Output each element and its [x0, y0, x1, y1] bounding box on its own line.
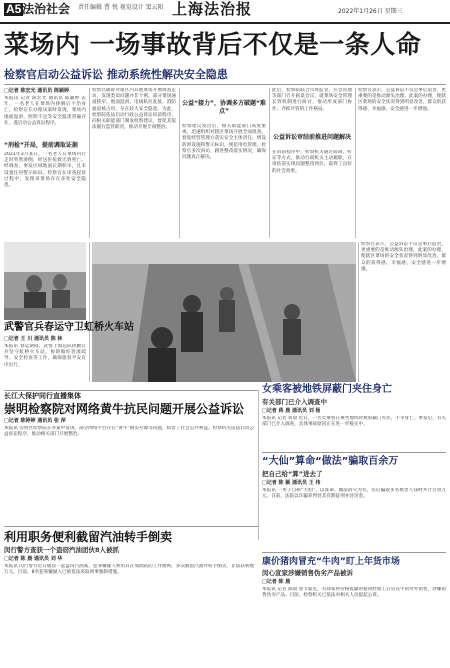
lead-col5: 检察官表示，公益诉讼不仅是事后追责，更重要的是推动源头治理。此案的办理，使辖区菜场的安全状况得到明显改善，群众的获得感、幸福感、安全感进一步增强。 [358, 88, 446, 112]
col-divider [258, 390, 259, 540]
lead-col3-subtitle: 公益“接力”，协调多方破题“难点” [182, 100, 266, 115]
col-divider [179, 88, 180, 238]
col-divider [89, 242, 90, 382]
page-number: A5 [6, 2, 22, 16]
subway-escalator-photo [92, 242, 356, 382]
lead-col4: 此后，检察院联合市场监管、应急管理等部门召开圆桌会议，就菜场安全管理长效机制进行研讨，推动形成部门协作、齐抓共管的工作格局。 [272, 88, 352, 112]
col-divider [355, 88, 356, 238]
armed-police-illustration [4, 242, 86, 320]
lower-left-body: 本报讯 崇明区检察院在办案中发现，部分网络平台存在“黄牛”倒卖号源等问题，损害了社会公共利益。检察机关依法启动公益诉讼程序，推动相关部门开展整治。 [4, 426, 254, 438]
lower-left-kicker: 长江大保护同行直播集体 [4, 392, 81, 400]
bottom-left-byline: □记者 陈 晨 通讯员 刘 华 [4, 556, 63, 562]
col-divider [269, 88, 270, 238]
bottom-right-kicker: 闵心宣家涉嫌销售伪劣产品被诉 [262, 569, 353, 577]
middle-story-kicker: 有关部门已介入调查中 [262, 398, 327, 406]
left-story-headline: 武警官兵春运守卫虹桥火车站 [4, 322, 134, 333]
lower-left-headline: 崇明检察院对网络黄牛抗民问题开展公益诉讼 [4, 402, 245, 416]
lead-col3: 检察建议发出后，相关职能部门高度重视，迅速组织对辖区菜场开展全面排查，督促经营管理方落实安全主体责任，增设防滑设施和警示标识，规范用电管理。检察官多次回访，跟进整改落实情况，确保问题真正解决。 [182, 124, 266, 161]
lower-left-byline: □记者 陈婷婷 通讯员 张 萍 [4, 418, 66, 424]
lead-col4b: 在诉前程序中，检察机关通过磋商、听证等方式，推动行政机关主动履职，在审结前实现问题整改到位，取得了良好的社会效果。 [272, 150, 352, 174]
divider [262, 452, 446, 453]
bottom-left-body: 本报讯 闵行警方近日破获一起盗窃汽油案，犯罪嫌疑人利用其在加油站的工作便利，多次截留汽油并转手倒卖，非法获利数万元。目前，8名犯罪嫌疑人已被依法采取刑事强制措施。 [4, 564, 254, 576]
lead-col1-subtitle: “刑检”开局，提前调取证据 [4, 142, 78, 149]
subway-illustration [92, 242, 356, 382]
lead-headline: 菜场内 一场事故背后不仅是一条人命 [4, 30, 422, 59]
bottom-right-body: 本报讯 记者 陈晨 春节临近，有商家将价格低廉的猪肉经加工后冒充牛肉对外销售，涉嫌销售伪劣产品。目前，检察机关已依法对相关人员提起公诉。 [262, 587, 446, 599]
masthead [0, 0, 450, 24]
lead-subhead: 检察官启动公益诉讼 推动系统性解决安全隐患 [4, 68, 228, 81]
bottom-left-kicker: 闵行警方查获一个盗窃汽油团伙8人被抓 [4, 546, 120, 554]
col-divider [358, 242, 359, 382]
divider [4, 526, 258, 527]
divider [4, 390, 258, 391]
scam-story-headline: “大仙”算命“做法”骗取百余万 [262, 456, 399, 467]
bottom-right-byline: □记者 陈 晨 [262, 579, 291, 585]
paper-name: 上海法治报 [172, 0, 253, 18]
lead-byline: □记者 陈宏光 通讯员 陈颖婷 [4, 88, 69, 94]
left-story-byline: □记者 王 川 通讯员 陈 林 [4, 336, 63, 342]
issue-date: 2022年1月26日 星期三 [338, 8, 403, 15]
section-editor: 责任编辑 曹 悦 视觉设计 窦云阳 [78, 4, 164, 11]
middle-story-headline: 女乘客被地铁屏蔽门夹住身亡 [262, 384, 392, 395]
section-title: 法治社会 [22, 2, 71, 16]
left-story-body: 本报讯 春运期间，武警上海总队执勤官兵坚守虹桥火车站，协助做好客流疏导、安全检查等工作，确保旅客平安有序出行。 [4, 344, 86, 368]
divider [4, 84, 446, 85]
bottom-left-headline: 利用职务便利截留汽油转手倒卖 [4, 530, 173, 544]
divider [262, 552, 446, 553]
lead-col1b: 2021年3月某日，一名老人在菜场内行走时突然滑倒，经送医抢救无效死亡。经调查，事发区域地面长期积水，且未设置任何警示标识。检察官在审查起诉过程中，发现该菜场存在多处安全隐患。 [4, 152, 86, 189]
lead-col5-continued: 检察官表示，公益诉讼不仅是事后追责，更重要的是推动源头治理。此案的办理，使辖区菜场的安全状况得到明显改善，群众的获得感、幸福感、安全感进一步增强。 [361, 242, 446, 272]
armed-police-photo [4, 242, 86, 320]
lead-col1: 本报讯 记者 陈宏光 通讯员 陈颖婷 去年，一名老人在菜场内摔倒后不治身亡。检察官在办理该案时发现，菜场内地面湿滑、照明不足等安全隐患普遍存在，遂启动公益诉讼程序。 [4, 96, 86, 126]
scam-story-body: 本报讯 一男子自称“大仙”，以算命、做法消灾为名，先后骗取多名被害人钱财共计百余万元。日前，法院以诈骗罪判处其有期徒刑并处罚金。 [262, 488, 446, 500]
lead-col2: 检察官随即对辖区内其他菜场开展调查走访，发现类似问题并非个例。部分菜场通道狭窄、地面湿滑、电线私拉乱接，消防通道被占用，存在较大安全隐患。为此，检察院依法启动行政公益诉讼诉前程序，向相关职能部门制发检察建议，督促其依法履行监管职责，推动开展专项整治。 [92, 88, 176, 131]
scam-story-byline: □记者 陈 颖 通讯员 王 伟 [262, 480, 321, 486]
bottom-right-headline: 康价猪肉冒充“牛肉”盯上年货市场 [262, 557, 400, 567]
scam-story-kicker: 把自己给“算”进去了 [262, 470, 323, 478]
middle-story-body: 本报讯 记者 蒋晨 近日，一名女乘客在乘坐地铁时被屏蔽门夹住，不幸身亡。事发后，有关部门已介入调查，具体事故原因正在进一步核实中。 [262, 416, 446, 428]
middle-story-byline: □记者 蒋 晨 通讯员 刘 杨 [262, 408, 321, 414]
lead-col4-subtitle: 公益诉讼审结前推进问题解决 [272, 134, 351, 141]
col-divider [89, 88, 90, 238]
